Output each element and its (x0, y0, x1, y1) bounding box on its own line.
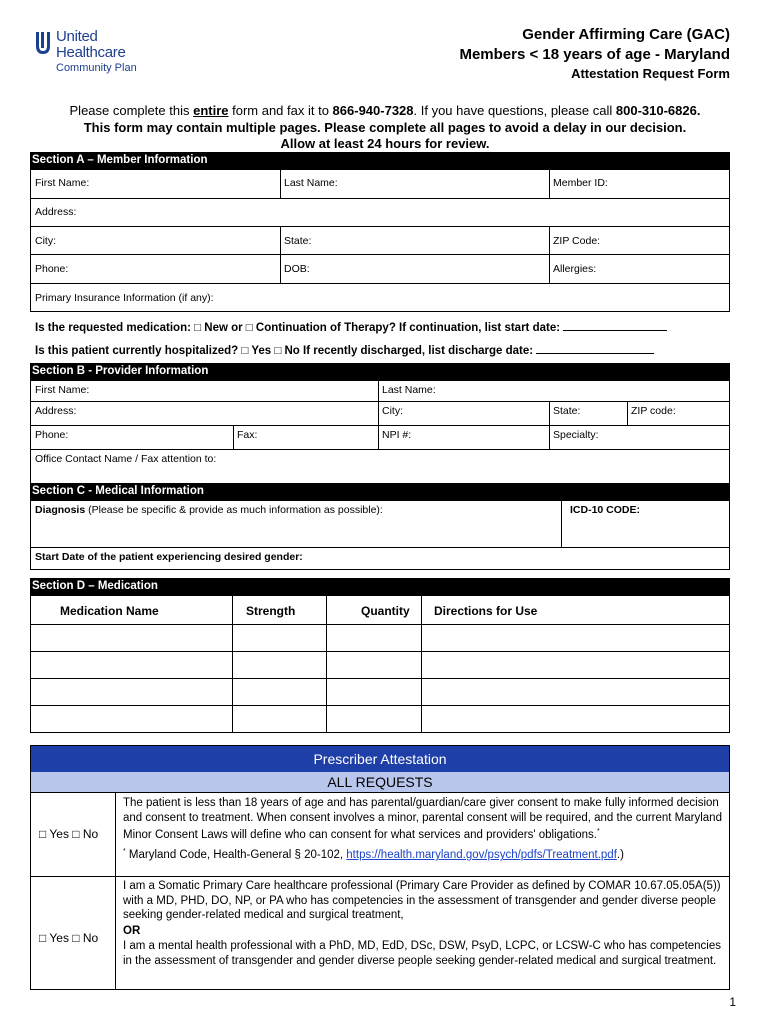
provider-npi-field[interactable]: NPI #: (382, 429, 412, 441)
medication-row[interactable] (31, 679, 729, 705)
intro-text: Please complete this (69, 103, 194, 118)
member-allergies-field[interactable]: Allergies: (553, 263, 597, 275)
start-date-blank[interactable] (563, 320, 667, 331)
footnote-end: .) (616, 849, 624, 862)
attestation-1-footnote: Maryland Code, Health-General § 20-102, (125, 849, 347, 862)
page-number: 1 (729, 995, 736, 1009)
attestation-2-mental-health: I am a mental health professional with a PhD, MD, EdD, DSc, DSW, PsyD, LCPC, or LCSW-C who has competencies in the assessment of transgender and gender diverse people seeking gender-related medical and surgical treatment. (123, 940, 722, 967)
attestation-2-yes-no[interactable]: □ Yes □ No (39, 931, 99, 945)
provider-state-field[interactable]: State: (553, 405, 581, 417)
intro-line-1 (30, 103, 740, 118)
hospitalized-question[interactable] (35, 343, 654, 357)
section-d-header: Section D – Medication (30, 578, 730, 595)
member-last-name-field[interactable]: Last Name: (284, 177, 338, 189)
fax-number: 866-940-7328 (332, 103, 414, 118)
attestation-1-text (123, 796, 727, 863)
member-address-field[interactable]: Address: (35, 206, 77, 218)
member-city-field[interactable]: City: (35, 235, 56, 247)
provider-phone-field[interactable]: Phone: (35, 429, 69, 441)
provider-fax-field[interactable]: Fax: (237, 429, 258, 441)
office-contact-field[interactable]: Office Contact Name / Fax attention to: (35, 453, 217, 465)
medication-status-question[interactable] (35, 320, 667, 334)
form-title: Gender Affirming Care (GAC) (522, 26, 730, 43)
member-id-field[interactable]: Member ID: (553, 177, 608, 189)
logo-line-3: Community Plan (56, 62, 137, 74)
member-phone-field[interactable]: Phone: (35, 263, 69, 275)
member-dob-field[interactable]: DOB: (284, 263, 310, 275)
primary-insurance-field[interactable]: Primary Insurance Information (if any): (35, 292, 214, 304)
member-state-field[interactable]: State: (284, 235, 312, 247)
attestation-1-body: The patient is less than 18 years of age and has parental/guardian/care giver consent to make fully informed decision and consent to treatment. When consent involves a minor, parental consent will be required, and the current Maryland Minor Consent Laws will define who can consent for what services and providers' obligations. (123, 797, 722, 841)
diagnosis-field[interactable] (35, 504, 383, 516)
icd10-code-field[interactable]: ICD-10 CODE: (570, 504, 641, 516)
unitedhealthcare-logo (34, 28, 164, 78)
footnote-marker: * (123, 848, 126, 856)
intro-emphasis: entire (193, 103, 229, 118)
col-directions: Directions for Use (434, 604, 538, 618)
medication-row[interactable] (31, 652, 729, 678)
section-c-header: Section C - Medical Information (30, 483, 730, 500)
member-first-name-field[interactable]: First Name: (35, 177, 90, 189)
attestation-2-primary-care: I am a Somatic Primary Care healthcare professional (Primary Care Provider as defined by COMAR 10.67.05.05A(5)) with a MD, PHD, DO, NP, or PA who has competencies in the assessment of transgender and gender diverse people seeking gender-related medical and surgical treatment, (123, 880, 721, 921)
provider-last-name-field[interactable]: Last Name: (382, 384, 436, 396)
medication-row[interactable] (31, 706, 729, 732)
intro-line-2: This form may contain multiple pages. Please complete all pages to avoid a delay in our decision. (83, 120, 687, 135)
attestation-2-text (123, 879, 727, 968)
provider-specialty-field[interactable]: Specialty: (553, 429, 599, 441)
form-subtitle: Members < 18 years of age - Maryland (459, 46, 730, 63)
attestation-2-or: OR (123, 924, 141, 937)
gender-start-date-field[interactable]: Start Date of the patient experiencing desired gender: (35, 551, 303, 563)
col-quantity: Quantity (361, 604, 410, 618)
logo-line-1: United (56, 28, 98, 45)
attestation-subheader: ALL REQUESTS (30, 772, 730, 792)
discharge-date-blank[interactable] (536, 343, 654, 354)
diagnosis-label: Diagnosis (35, 504, 86, 516)
intro-text: form and fax it to (228, 103, 333, 118)
footnote-marker: * (596, 828, 600, 835)
intro-line-3: Allow at least 24 hours for review. (280, 136, 490, 151)
col-strength: Strength (246, 604, 296, 618)
provider-zip-field[interactable]: ZIP code: (631, 405, 676, 417)
provider-first-name-field[interactable]: First Name: (35, 384, 90, 396)
provider-address-field[interactable]: Address: (35, 405, 77, 417)
member-zip-field[interactable]: ZIP Code: (553, 235, 601, 247)
col-medication-name: Medication Name (60, 604, 159, 618)
section-a-header: Section A – Member Information (30, 152, 730, 169)
maryland-consent-law-link[interactable]: https://health.maryland.gov/psych/pdfs/Treatment.pdf (346, 849, 617, 862)
attestation-1-yes-no[interactable]: □ Yes □ No (39, 827, 99, 841)
section-b-header: Section B - Provider Information (30, 363, 730, 380)
hospitalized-text: Is this patient currently hospitalized? □ Yes □ No If recently discharged, list discharge date: (35, 345, 534, 357)
logo-line-2: Healthcare (56, 44, 126, 61)
intro-text: . (696, 103, 701, 118)
attestation-header: Prescriber Attestation (30, 746, 730, 772)
intro-text: . If you have questions, please call (413, 103, 616, 118)
phone-number: 800-310-6826 (615, 103, 697, 118)
medication-status-text: Is the requested medication: □ New or □ Continuation of Therapy? If continuation, list start date: (35, 322, 561, 334)
provider-city-field[interactable]: City: (382, 405, 403, 417)
form-type: Attestation Request Form (571, 66, 730, 81)
uhc-logo-icon (34, 30, 52, 56)
medication-row[interactable] (31, 625, 729, 651)
diagnosis-instructions: (Please be specific & provide as much information as possible): (85, 504, 383, 516)
